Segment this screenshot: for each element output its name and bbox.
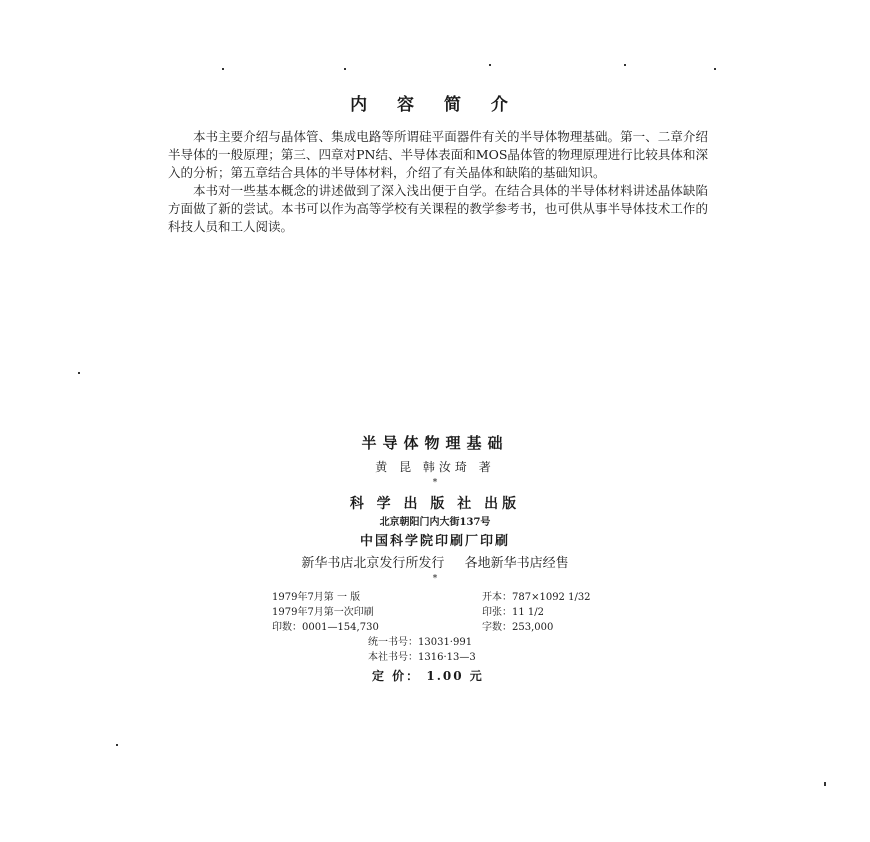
scan-speck bbox=[714, 68, 716, 70]
sheets-line: 印张：11 1/2 bbox=[482, 607, 544, 618]
intro-paragraph: 本书对一些基本概念的讲述做到了深入浅出便于自学。在结合具体的半导体材料讲述晶体缺陷方面做了新的尝试。本书可以作为高等学校有关课程的教学参考书，也可供从事半导体技术工作的科技人员和工人阅读。 bbox=[168, 183, 708, 234]
scan-speck bbox=[624, 64, 626, 66]
format-info bbox=[482, 590, 591, 635]
scan-speck bbox=[824, 782, 826, 786]
format-line: 开本：787×1092 1/32 bbox=[482, 592, 591, 603]
scan-speck bbox=[78, 372, 80, 374]
scan-speck bbox=[116, 744, 118, 746]
book-title: 半导体物理基础 bbox=[361, 434, 509, 452]
distributor-right: 各地新华书店经售 bbox=[464, 556, 569, 571]
publisher: 科 学 出 版 社 出版 bbox=[349, 496, 521, 512]
scan-speck bbox=[222, 68, 224, 70]
scan-speck bbox=[344, 68, 346, 70]
print-run-line: 印数：0001—154,730 bbox=[272, 622, 379, 633]
intro-text bbox=[168, 128, 708, 236]
printing-line: 1979年7月第一次印刷 bbox=[272, 607, 374, 618]
unified-book-number: 统一书号：13031·991 bbox=[368, 637, 473, 648]
separator-star: * bbox=[432, 478, 438, 488]
book-numbers bbox=[368, 635, 476, 665]
distributor-left: 新华书店北京发行所发行 bbox=[301, 556, 445, 571]
publisher-address: 北京朝阳门内大街137号 bbox=[379, 517, 491, 528]
authors: 黄 昆 韩汝琦 著 bbox=[375, 460, 495, 474]
separator-star: * bbox=[432, 574, 438, 584]
edition-line: 1979年7月第 一 版 bbox=[272, 592, 361, 603]
printer: 中国科学院印刷厂印刷 bbox=[359, 534, 510, 549]
scan-speck bbox=[489, 64, 491, 66]
intro-paragraph: 本书主要介绍与晶体管、集成电路等所谓硅平面器件有关的半导体物理基础。第一、二章介绍半导体的一般原理；第三、四章对PN结、半导体表面和MOS晶体管的物理原理进行比较具体和深入的分析；第五章结合具体的半导体材料，介绍了有关晶体和缺陷的基础知识。 bbox=[168, 129, 708, 180]
edition-info bbox=[272, 590, 379, 635]
intro-title: 内 容 简 介 bbox=[350, 95, 520, 115]
house-book-number: 本社书号：1316·13—3 bbox=[368, 652, 476, 663]
price: 定 价： 1.00 元 bbox=[372, 669, 484, 683]
distributor bbox=[0, 552, 870, 571]
word-count-line: 字数：253,000 bbox=[482, 622, 554, 633]
